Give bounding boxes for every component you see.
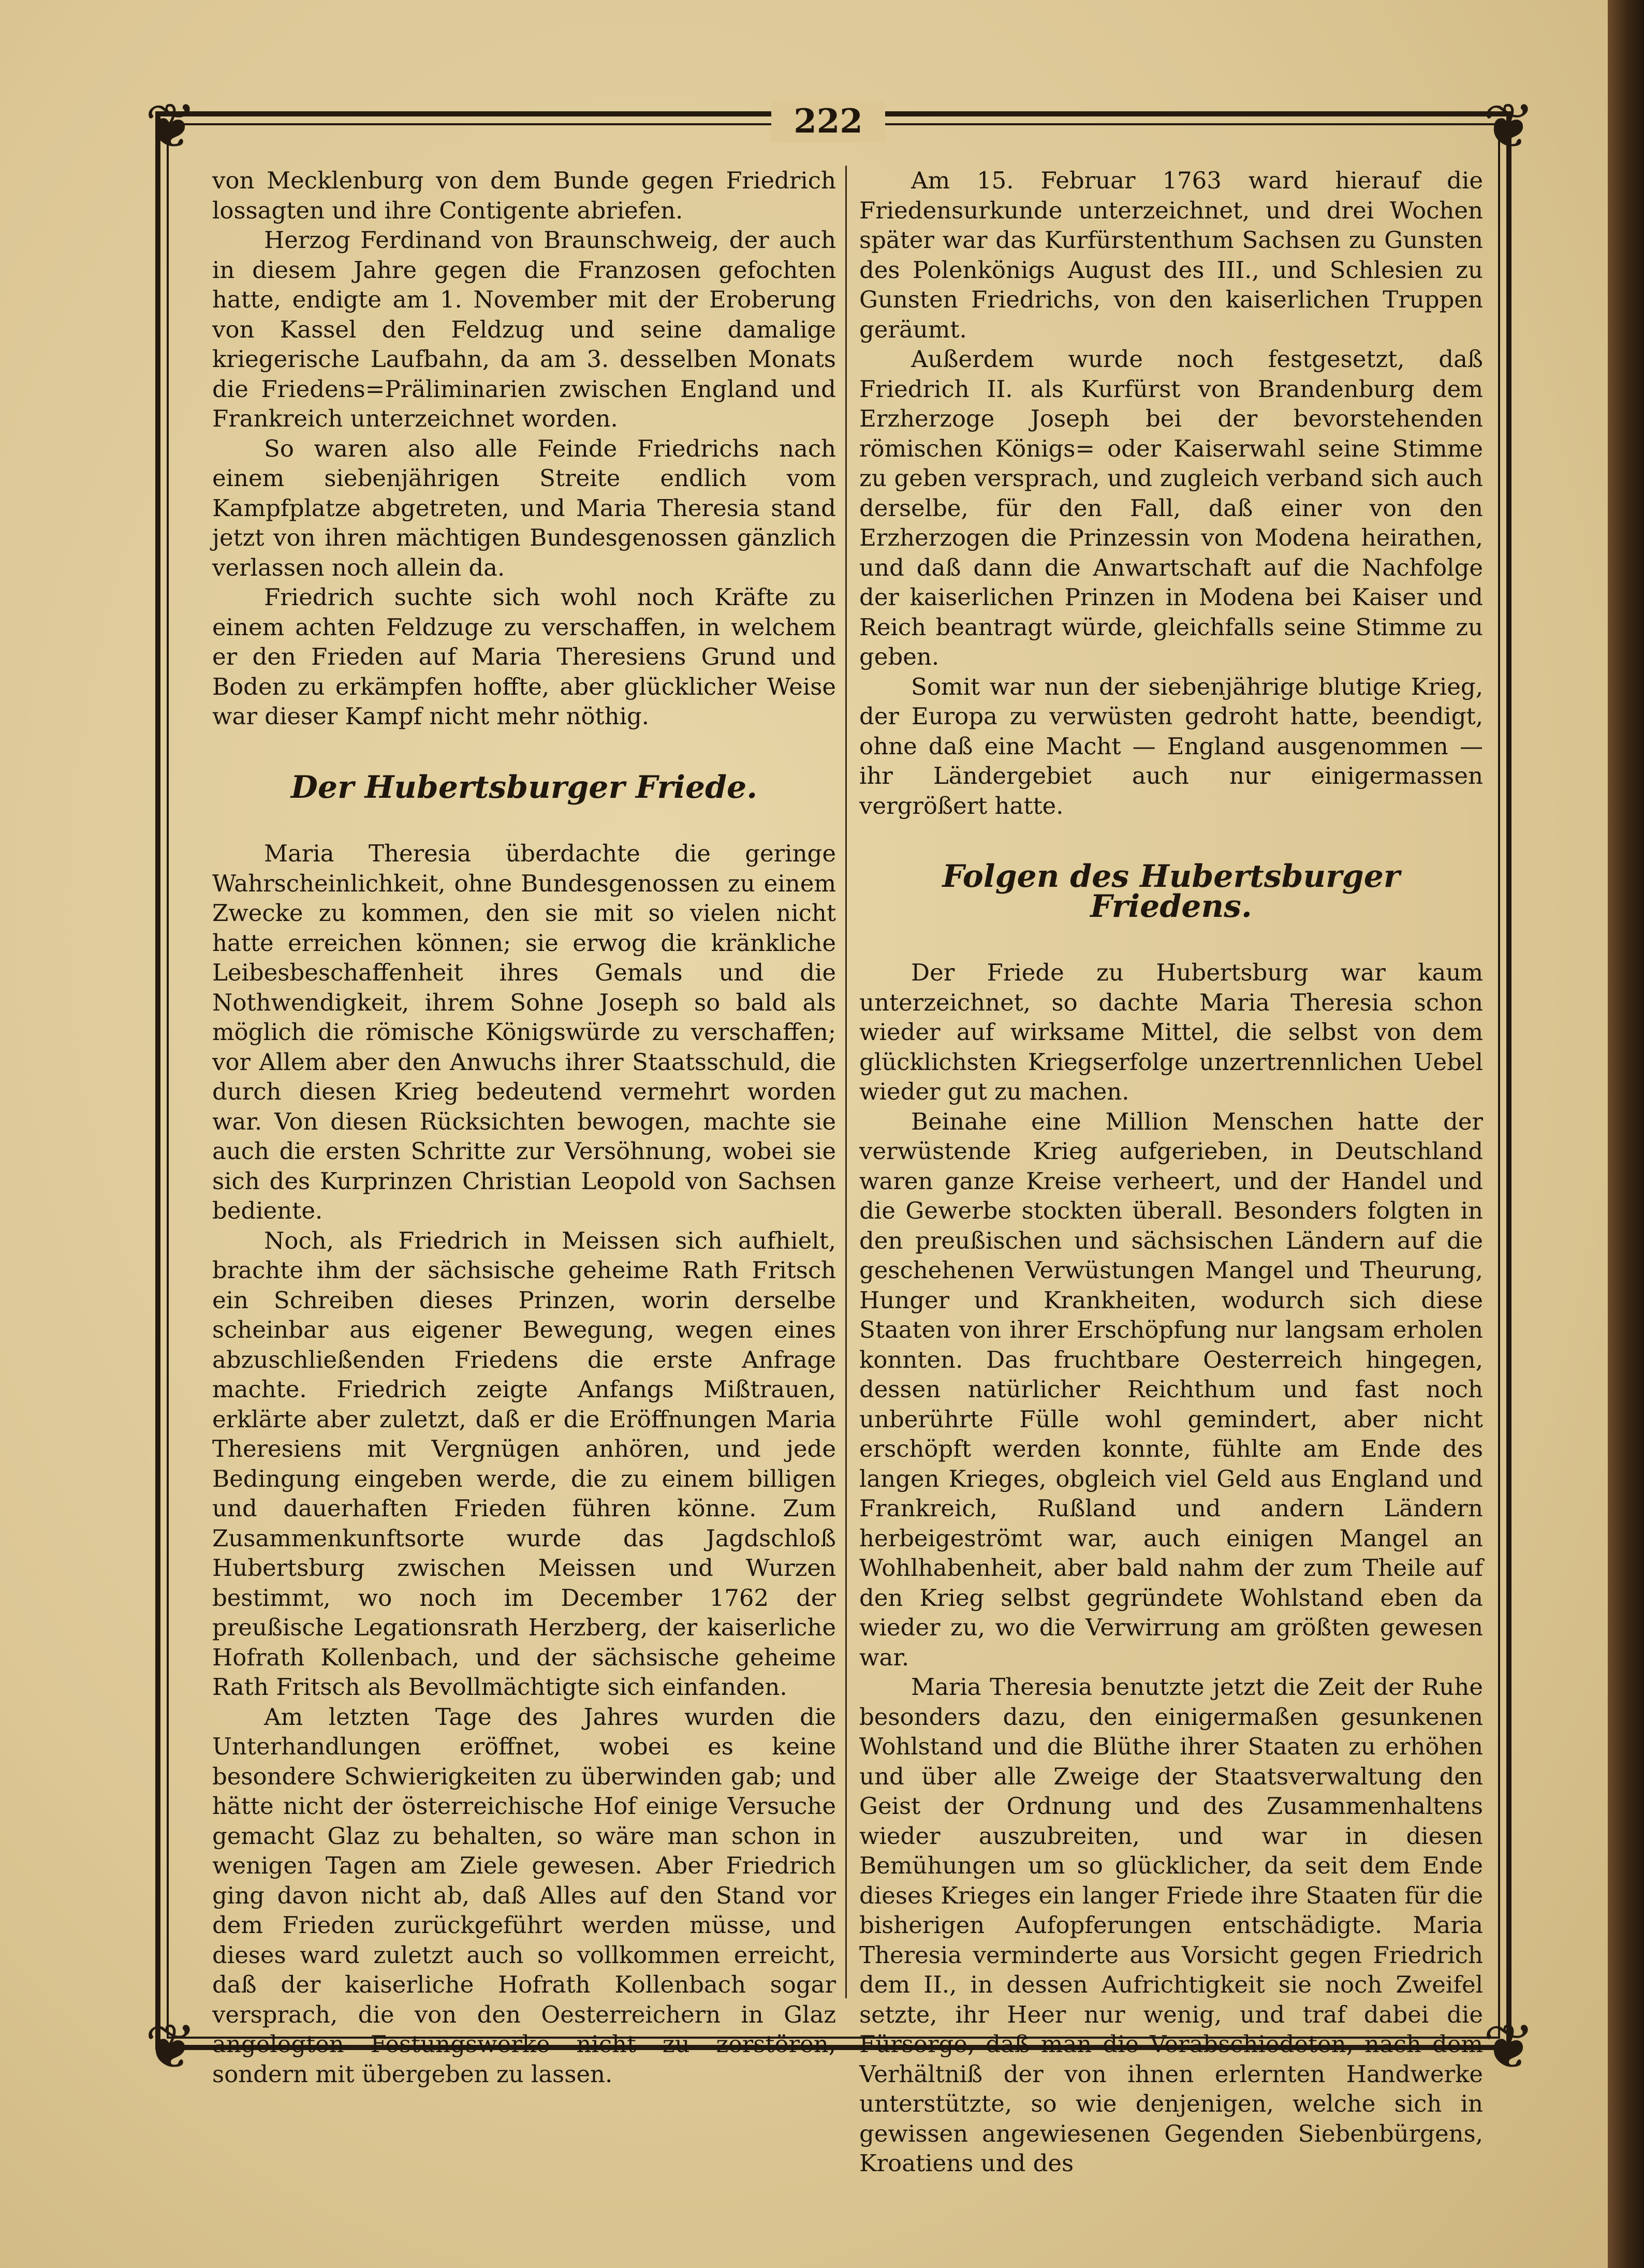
paragraph: Friedrich suchte sich wohl noch Kräfte zu einem achten Feldzuge zu verschaffen, in welchem er den Frieden auf Maria Theresiens Grund und Boden zu erkämpfen hoffte, aber glücklicher Weise war dieser Kampf nicht mehr nöthig. xyxy=(212,583,836,730)
left-column xyxy=(212,166,836,2088)
paragraph: Beinahe eine Million Menschen hatte der verwüstende Krieg aufgerieben, in Deutschland waren ganze Kreise verheert, und der Handel und die Gewerbe stockten überall. Besonders folgten in den preußischen und sächsischen Ländern auf die geschehenen Verwüstungen Mangel und Theurung, Hunger und Krankheiten, wodurch sich diese Staaten von ihrer Erschöpfung nur langsam erholen konnten. Das fruchtbare Oesterreich hingegen, dessen natürlicher Reichthum und fast noch unberührte Fülle wohl gemindert, aber nicht erschöpft werden konnte, fühlte am Ende des langen Krieges, obgleich viel Geld aus England und Frankreich, Rußland und andern Ländern herbeigeströmt war, auch einigen Mangel an Wohlhabenheit, aber bald nahm der zum Theile auf den Krieg selbst gegründete Wohlstand eben da wieder zu, wo die Verwirrung am größten gewesen war. xyxy=(859,1107,1483,1671)
paragraph: Maria Theresia überdachte die geringe Wahrscheinlichkeit, ohne Bundesgenossen zu einem Zwecke zu kommen, den sie mit so vielen nicht hatte erreichen können; sie erwog die kränkliche Leibesbeschaffenheit ihres Gemals und die Nothwendigkeit, ihrem Sohne Joseph so bald als möglich die römische Königswürde zu verschaffen; vor Allem aber den Anwuchs ihrer Staatsschuld, die durch diesen Krieg bedeutend vermehrt worden war. Von diesen Rücksichten bewogen, machte sie auch die ersten Schritte zur Versöhnung, wobei sie sich des Kurprinzen Christian Leopold von Sachsen bediente. xyxy=(212,840,836,1224)
section-heading: Folgen des Hubertsburger Friedens. xyxy=(942,858,1400,925)
book-spine xyxy=(1608,0,1644,2268)
paragraph: Somit war nun der siebenjährige blutige Krieg, der Europa zu verwüsten gedroht hatte, beendigt, ohne daß eine Macht — England ausgenommen — ihr Ländergebiet auch nur einigermassen vergrößert hatte. xyxy=(859,672,1483,820)
paragraph: Herzog Ferdinand von Braunschweig, der auch in diesem Jahre gegen die Franzosen gefochten hatte, endigte am 1. November mit der Eroberung von Kassel den Feldzug und seine damalige kriegerische Laufbahn, da am 3. desselben Monats die Friedens=Präliminarien zwischen England und Frankreich unterzeichnet worden. xyxy=(212,226,836,432)
paragraph: Maria Theresia benutzte jetzt die Zeit der Ruhe besonders dazu, den einigermaßen gesunkenen Wohlstand und die Blüthe ihrer Staaten zu erhöhen und über alle Zweige der Staatsverwaltung den Geist der Ordnung und des Zusammenhaltens wieder auszubreiten, und war in diesen Bemühungen um so glücklicher, da seit dem Ende dieses Krieges ein langer Friede ihre Staaten für die bisherigen Aufopferungen entschädigte. Maria Theresia verminderte aus Vorsicht gegen Friedrich dem II., in dessen Aufrichtigkeit sie noch Zweifel setzte, ihr Heer nur wenig, und traf dabei die Fürsorge, daß man die Verabschiedeten, nach dem Verhältniß der von ihnen erlernten Handwerke unterstützte, so wie denjenigen, welche sich in gewissen angewiesenen Gegenden Siebenbürgens, Kroatiens und des xyxy=(859,1673,1483,2177)
corner-ornament-icon: ❦ xyxy=(1482,2011,1535,2083)
paragraph: Der Friede zu Hubertsburg war kaum unterzeichnet, so dachte Maria Theresia schon wieder auf wirksame Mittel, die selbst von dem glücklichsten Kriegserfolge unzertrennlichen Uebel wieder gut zu machen. xyxy=(859,959,1483,1105)
paragraph: Außerdem wurde noch festgesetzt, daß Friedrich II. als Kurfürst von Brandenburg dem Erzherzoge Joseph bei der bevorstehenden römischen Königs= oder Kaiserwahl seine Stimme zu geben versprach, und zugleich verband sich auch derselbe, für den Fall, daß einer von den Erzherzogen die Prinzessin von Modena heirathen, und daß dann die Anwartschaft auf die Nachfolge der kaiserlichen Prinzen in Modena bei Kaiser und Reich beantragt würde, gleichfalls seine Stimme zu geben. xyxy=(859,345,1483,670)
corner-ornament-icon: ❦ xyxy=(1482,91,1535,163)
paragraph: So waren also alle Feinde Friedrichs nach einem siebenjährigen Streite endlich vom Kampfplatze abgetreten, und Maria Theresia stand jetzt von ihren mächtigen Bundesgenossen gänzlich verlassen noch allein da. xyxy=(212,434,836,581)
paragraph: Am 15. Februar 1763 ward hierauf die Friedensurkunde unterzeichnet, und drei Wochen später war das Kurfürstenthum Sachsen zu Gunsten des Polenkönigs August des III., und Schlesien zu Gunsten Friedrichs, von den kaiserlichen Truppen geräumt. xyxy=(859,167,1483,343)
right-column xyxy=(859,166,1483,2177)
paragraph: Am letzten Tage des Jahres wurden die Unterhandlungen eröffnet, wobei es keine besondere Schwierigkeiten zu überwinden gab; und hätte nicht der österreichische Hof einige Versuche gemacht Glaz zu behalten, so wäre man schon in wenigen Tagen am Ziele gewesen. Aber Friedrich ging davon nicht ab, daß Alles auf den Stand vor dem Frieden zurückgeführt werden müsse, und dieses ward zuletzt auch so vollkommen erreicht, daß der kaiserliche Hofrath Kollenbach sogar versprach, die von den Oesterreichern in Glaz angelegten Festungswerke nicht zu zerstören, sondern mit übergeben zu lassen. xyxy=(212,1703,836,2088)
page-number: 222 xyxy=(771,101,885,142)
section-heading: Der Hubertsburger Friede. xyxy=(290,769,758,806)
column-divider xyxy=(845,166,847,1998)
paragraph: von Mecklenburg von dem Bunde gegen Friedrich lossagten und ihre Contigente abriefen. xyxy=(212,167,836,224)
corner-ornament-icon: ❦ xyxy=(144,2011,197,2083)
paragraph: Noch, als Friedrich in Meissen sich aufhielt, brachte ihm der sächsische geheime Rath Fritsch ein Schreiben dieses Prinzen, worin derselbe scheinbar aus eigener Bewegung, wegen eines abzuschließenden Friedens die erste Anfrage machte. Friedrich zeigte Anfangs Mißtrauen, erklärte aber zuletzt, daß er die Eröffnungen Maria Theresiens mit Vergnügen anhören, und jede Bedingung eingeben werde, die zu einem billigen und dauerhaften Frieden führen könne. Zum Zusammenkunftsorte wurde das Jagdschloß Hubertsburg zwischen Meissen und Wurzen bestimmt, wo noch im December 1762 der preußische Legationsrath Herzberg, der kaiserliche Hofrath Kollenbach, und der sächsische geheime Rath Fritsch als Bevollmächtigte sich einfanden. xyxy=(212,1226,836,1701)
corner-ornament-icon: ❦ xyxy=(144,91,197,163)
